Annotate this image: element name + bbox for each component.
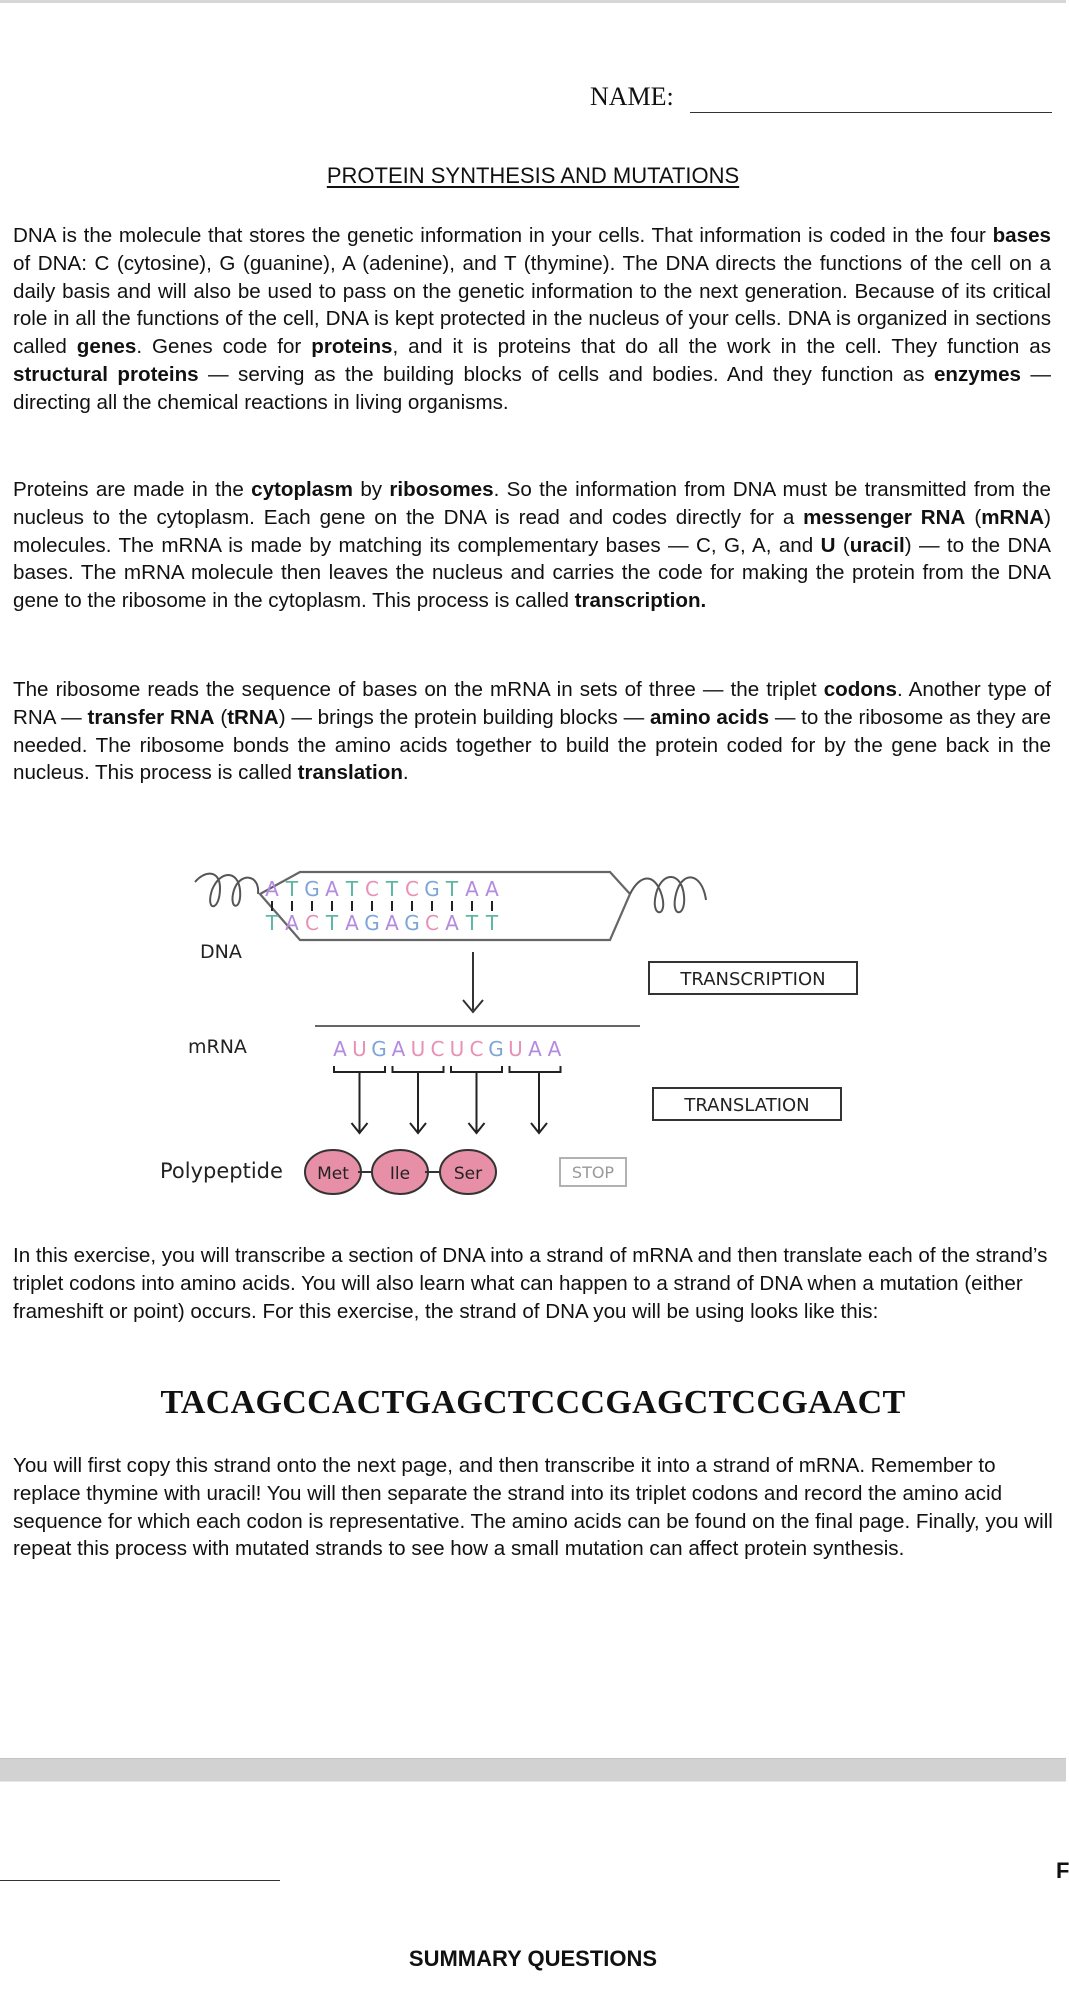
page-top-edge — [0, 0, 1066, 3]
dna-top-base: T — [345, 877, 359, 901]
protein-synthesis-diagram — [150, 860, 870, 1200]
text-run: ( — [965, 505, 982, 529]
dna-bottom-base: A — [385, 911, 399, 935]
intro-paragraph-dna — [13, 222, 1051, 417]
codon-bracket — [451, 1066, 502, 1072]
text-run: ) molecules. The mRNA is made by matching its complementary bases — C, G, A, and — [13, 505, 1051, 557]
dna-bottom-base: A — [285, 911, 299, 935]
mrna-base: U — [449, 1037, 465, 1061]
text-run: ( — [214, 705, 228, 729]
page2-cut-letter: F — [1056, 1858, 1069, 1883]
name-label: NAME: — [590, 82, 674, 111]
codon-bracket — [334, 1066, 385, 1072]
dna-bottom-base: T — [485, 911, 499, 935]
bold-term: cytoplasm — [251, 478, 353, 501]
dna-top-base: A — [465, 877, 479, 901]
codon-bracket — [510, 1066, 561, 1072]
codon-bracket — [393, 1066, 444, 1072]
text-run: DNA is the molecule that stores the genetic information in your cells. That information is coded in the four — [13, 224, 993, 247]
dna-bottom-base: C — [305, 911, 319, 935]
dna-top-base: C — [365, 877, 379, 901]
bold-term: codons — [823, 678, 897, 701]
dna-top-base: G — [424, 877, 440, 901]
dna-helix-right — [630, 877, 706, 912]
stop-label: STOP — [571, 1163, 615, 1182]
dna-label: DNA — [200, 941, 242, 963]
bold-term: mRNA — [981, 505, 1045, 529]
text-run: . Another type of RNA — — [13, 678, 1051, 729]
dna-top-base: A — [265, 877, 279, 901]
dna-strand-sequence: TACAGCCACTGAGCTCCCGAGCTCCGAACT — [160, 1384, 906, 1421]
dna-top-base: C — [405, 877, 419, 901]
bold-term: structural proteins — [13, 362, 199, 386]
text-run: Proteins are made in the — [13, 478, 252, 501]
text-run: of DNA: C (cytosine), G (guanine), A (adenine), and T (thymine). The DNA directs the functions of the cell on a daily basis and will also be used to pass on the genetic information to the next generation. Because of its critical role in all the functions of the cell, DNA is kept protected in the nucleus of your cells. DNA is organized in sections called — [13, 251, 1051, 359]
bold-term: enzymes — [933, 362, 1021, 386]
mrna-base: U — [410, 1037, 426, 1061]
dna-bottom-base: T — [465, 911, 479, 935]
text-run: ) — to the DNA bases. The mRNA molecule then leaves the nucleus and carries the code for making the protein from the DNA gene to the ribosome in the cytoplasm. This process is called — [13, 533, 1051, 613]
dna-bottom-base: A — [445, 911, 459, 935]
bold-term: bases — [992, 224, 1051, 247]
transcription-label: TRANSCRIPTION — [680, 969, 826, 990]
bold-term: translation — [297, 761, 403, 785]
intro-paragraph-ribosome — [13, 676, 1051, 787]
bold-term: ribosomes — [389, 478, 494, 501]
bold-term: transfer RNA — [87, 705, 215, 729]
text-run: — directing all the chemical reactions in living organisms. — [13, 362, 1051, 414]
translation-label: TRANSLATION — [684, 1095, 810, 1116]
bold-term: amino acids — [649, 705, 770, 729]
dna-bottom-base: T — [265, 911, 279, 935]
dna-top-base: G — [304, 877, 320, 901]
bold-term: uracil — [849, 533, 905, 557]
mrna-base: C — [430, 1037, 445, 1061]
mrna-base: A — [528, 1037, 542, 1061]
text-run: The ribosome reads the sequence of bases on the mRNA in sets of three — the triplet — [13, 678, 824, 701]
bold-term: tRNA — [227, 705, 279, 729]
dna-top-base: T — [445, 877, 459, 901]
mrna-base: A — [333, 1037, 347, 1061]
dna-bottom-base: A — [345, 911, 359, 935]
mrna-base: A — [547, 1037, 562, 1061]
dna-top-base: T — [385, 877, 399, 901]
dna-bottom-base: G — [364, 911, 380, 935]
amino-acid-label: Met — [317, 1164, 349, 1184]
bold-term: transcription. — [574, 589, 707, 613]
dna-top-base: A — [485, 877, 499, 901]
mrna-base: A — [391, 1037, 406, 1061]
amino-acid-label: Ser — [453, 1164, 483, 1184]
dna-bottom-base: C — [425, 911, 439, 935]
mrna-base: G — [488, 1037, 504, 1061]
mrna-label: mRNA — [188, 1036, 247, 1058]
bold-term: messenger RNA — [803, 505, 966, 529]
text-run: . Genes code for — [136, 335, 312, 359]
dna-top-base: T — [285, 877, 299, 901]
dna-bottom-base: T — [325, 911, 339, 935]
summary-questions-heading: SUMMARY QUESTIONS — [408, 1946, 658, 1971]
text-run: , and it is proteins that do all the work in the cell. They function as — [392, 335, 1051, 359]
intro-paragraph-proteins — [13, 476, 1051, 615]
dna-helix-left — [195, 874, 258, 907]
text-run: by — [353, 478, 390, 501]
text-run: ) — brings the protein building blocks — — [278, 705, 650, 729]
polypeptide-label: Polypeptide — [160, 1159, 283, 1183]
text-run: — serving as the building blocks of cells and bodies. And they function as — [198, 362, 934, 386]
text-run: — to the ribosome as they are needed. The ribosome bonds the amino acids together to build the protein coded for by the gene back in the nucleus. This process is called — [13, 705, 1051, 785]
amino-acid-label: Ile — [389, 1164, 411, 1184]
mrna-base: U — [352, 1037, 367, 1061]
dna-bottom-base: G — [404, 911, 420, 935]
mrna-base: G — [371, 1037, 387, 1061]
bold-term: proteins — [311, 335, 393, 359]
text-run: ( — [835, 533, 850, 557]
dna-top-base: A — [325, 877, 339, 901]
bold-term: genes — [76, 335, 137, 359]
page2-blank-line — [0, 1880, 280, 1881]
exercise-paragraph: In this exercise, you will transcribe a section of DNA into a strand of mRNA and then translate each of the strand’s triplet codons into amino acids. You will also learn what can happen to a strand of DNA when a mutation (either frameshift or point) occurs. For this exercise, the strand of DNA you will be using looks like this: — [13, 1244, 1048, 1323]
page-title: PROTEIN SYNTHESIS AND MUTATIONS — [326, 163, 740, 188]
text-run: . So the information from DNA must be transmitted from the nucleus to the cytoplasm. Each gene on the DNA is read and codes directly for a — [13, 478, 1051, 529]
instructions-paragraph: You will first copy this strand onto the next page, and then transcribe it into a strand of mRNA. Remember to replace thymine with uracil! You will then separate the strand into its triplet codons and record the amino acid sequence for which each codon is representative. The amino acids can be found on the final page. Finally, you will repeat this process with mutated strands to see how a small mutation can affect protein synthesis. — [13, 1454, 1053, 1561]
text-run: . — [402, 761, 409, 785]
name-blank-line[interactable] — [690, 112, 1052, 113]
page-separator — [0, 1758, 1066, 1782]
mrna-base: C — [469, 1037, 484, 1061]
bold-term: U — [820, 533, 836, 557]
mrna-base: U — [508, 1037, 523, 1061]
